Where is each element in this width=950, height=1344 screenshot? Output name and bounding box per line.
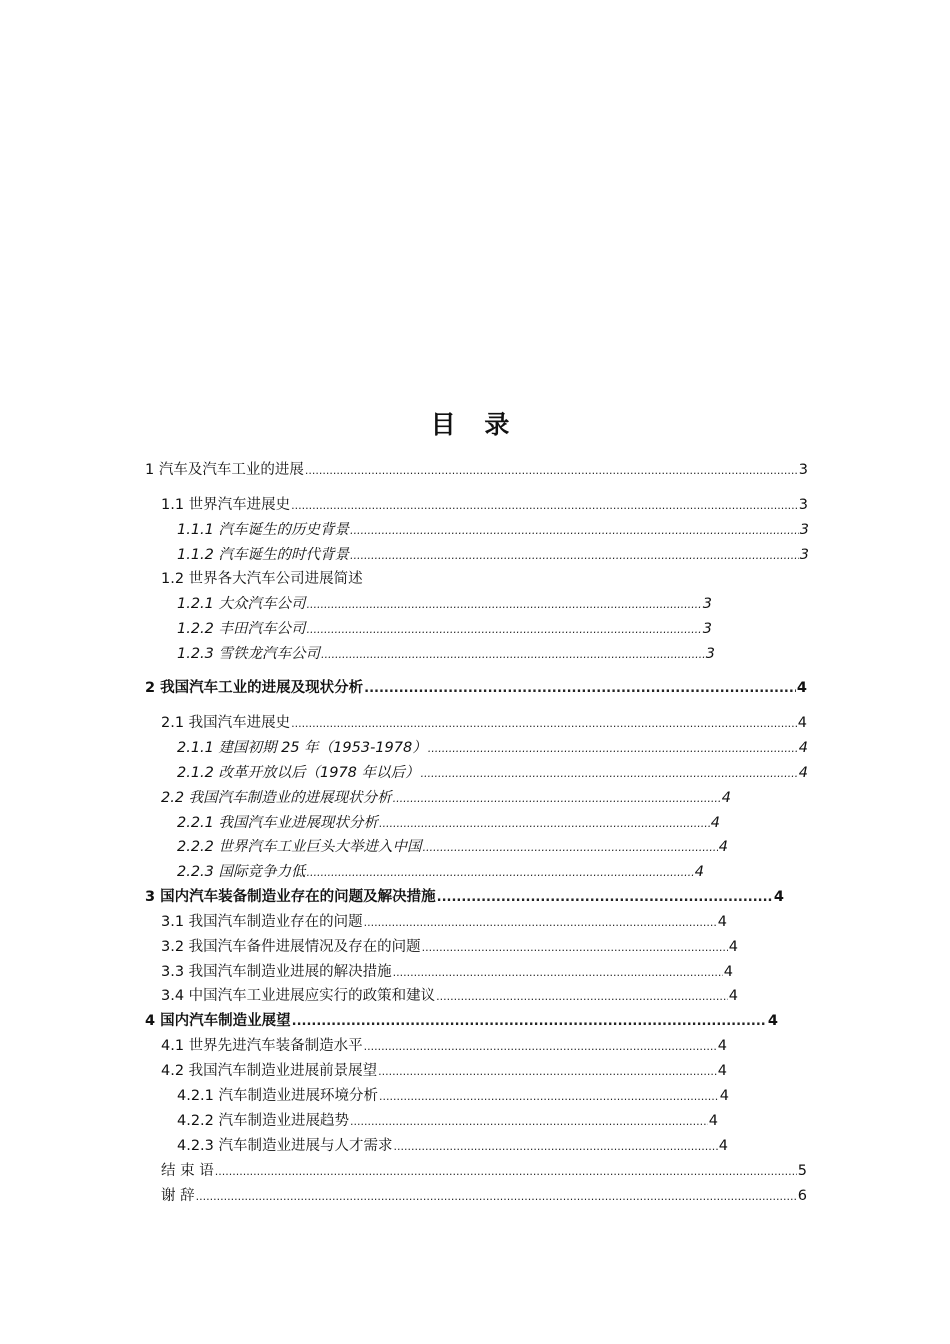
toc-entry-label: 4 国内汽车制造业展望: [145, 1013, 291, 1029]
toc-entry-label: 谢 辞: [161, 1188, 195, 1204]
toc-entry[interactable]: [161, 985, 738, 1007]
toc-entry-label: 1.2 世界各大汽车公司进展简述: [161, 571, 363, 587]
toc-entry-label: 2.2 我国汽车制造业的进展现状分析: [161, 790, 392, 806]
toc-entry-label: 4.2.3 汽车制造业进展与人才需求: [177, 1138, 393, 1154]
toc-entry[interactable]: [177, 1110, 718, 1132]
toc-entry-page: 4: [767, 1013, 778, 1029]
toc-entry-page: 3: [702, 621, 712, 637]
toc-entry-label: 4.1 世界先进汽车装备制造水平: [161, 1038, 363, 1054]
toc-entry[interactable]: [177, 1135, 728, 1157]
leader-dots: [428, 738, 798, 760]
toc-entry[interactable]: [177, 618, 712, 640]
toc-entry-label: 2.2.2 世界汽车工业巨头大举进入中国: [177, 839, 422, 855]
toc-entry-label: 3.2 我国汽车备件进展情况及存在的问题: [161, 939, 421, 955]
leader-dots: [379, 813, 710, 835]
leader-dots: [307, 594, 702, 616]
toc-entry-label: 4.2 我国汽车制造业进展前景展望: [161, 1063, 378, 1079]
toc-entry[interactable]: [161, 1185, 807, 1207]
toc-entry[interactable]: [161, 961, 733, 983]
toc-entry-page: 4: [717, 1038, 727, 1054]
toc-entry-label: 1.1.2 汽车诞生的时代背景: [177, 547, 350, 563]
toc-entry-label: 1 汽车及汽车工业的进展: [145, 462, 304, 478]
toc-entry-label: 3.4 中国汽车工业进展应实行的政策和建议: [161, 988, 436, 1004]
toc-entry-page: 4: [721, 790, 731, 806]
toc-entry-label: 1.1 世界汽车进展史: [161, 497, 291, 513]
toc-entry-page: 4: [717, 914, 727, 930]
toc-entry-label: 3.1 我国汽车制造业存在的问题: [161, 914, 363, 930]
toc-entry[interactable]: [177, 812, 720, 834]
leader-dots: [421, 763, 798, 785]
toc-entry[interactable]: [177, 519, 809, 541]
toc-entry-page: 4: [723, 964, 733, 980]
toc-entry[interactable]: [161, 911, 727, 933]
leader-dots: [364, 678, 796, 700]
toc-entry[interactable]: [177, 737, 808, 759]
toc-entry-page: 4: [798, 765, 808, 781]
leader-dots: [393, 962, 723, 984]
toc-entry[interactable]: [177, 1085, 729, 1107]
toc-entry-label: 4.2.2 汽车制造业进展趋势: [177, 1113, 350, 1129]
leader-dots: [350, 545, 799, 567]
leader-dots: [291, 495, 798, 517]
leader-dots: [436, 986, 728, 1008]
toc-entry-page: 4: [728, 939, 738, 955]
leader-dots: [364, 1036, 717, 1058]
toc-entry-label: 3.3 我国汽车制造业进展的解决措施: [161, 964, 392, 980]
toc-entry[interactable]: [145, 1010, 778, 1032]
toc-entry-page: 4: [796, 680, 807, 696]
leader-dots: [350, 1111, 708, 1133]
toc-entry[interactable]: [161, 1035, 727, 1057]
leader-dots: [422, 937, 728, 959]
leader-dots: [305, 460, 798, 482]
toc-entry-page: 3: [702, 596, 712, 612]
toc-entry-page: 4: [798, 740, 808, 756]
toc-entry-page: 3: [798, 497, 808, 513]
toc-entry-page: 4: [710, 815, 720, 831]
leader-dots: [423, 837, 718, 859]
toc-entry-page: 4: [718, 1138, 728, 1154]
toc-entry-label: 2.2.1 我国汽车业进展现状分析: [177, 815, 379, 831]
toc-entry-page: 6: [797, 1188, 807, 1204]
toc-entry-page: 4: [773, 889, 784, 905]
toc-entry-label: 4.2.1 汽车制造业进展环境分析: [177, 1088, 379, 1104]
leader-dots: [378, 1061, 717, 1083]
toc-entry-label: 3 国内汽车装备制造业存在的问题及解决措施: [145, 889, 436, 905]
leader-dots: [321, 644, 705, 666]
toc-entry[interactable]: [161, 1060, 727, 1082]
toc-entry-page: 4: [797, 715, 807, 731]
toc-entry[interactable]: [161, 1160, 807, 1182]
toc-entry-page: 4: [728, 988, 738, 1004]
toc-entry-page: 4: [719, 1088, 729, 1104]
toc-entry-label: 1.2.1 大众汽车公司: [177, 596, 306, 612]
toc-entry[interactable]: [145, 886, 784, 908]
toc-entry-page: 4: [718, 839, 728, 855]
toc-entry[interactable]: [161, 936, 738, 958]
toc-entry-label: 1.1.1 汽车诞生的历史背景: [177, 522, 350, 538]
toc-entry[interactable]: [177, 643, 715, 665]
toc-entry-label: 2.2.3 国际竞争力低: [177, 864, 306, 880]
leader-dots: [215, 1161, 797, 1183]
toc-entry-page: 4: [694, 864, 704, 880]
toc-entry[interactable]: [177, 861, 704, 883]
toc-entry-page: 3: [799, 547, 809, 563]
toc-entry-page: 3: [705, 646, 715, 662]
toc-entry[interactable]: [177, 593, 712, 615]
toc-entry-page: 3: [798, 462, 808, 478]
leader-dots: [291, 713, 797, 735]
toc-entry[interactable]: [177, 836, 728, 858]
toc-entry[interactable]: [145, 459, 808, 481]
toc-entry-label: 2.1 我国汽车进展史: [161, 715, 291, 731]
toc-entry-label: 1.2.2 丰田汽车公司: [177, 621, 306, 637]
leader-dots: [307, 619, 702, 641]
leader-dots: [379, 1086, 719, 1108]
toc-entry-label: 2 我国汽车工业的进展及现状分析: [145, 680, 364, 696]
toc-entry[interactable]: [145, 677, 807, 699]
toc-entry-page: 5: [797, 1163, 807, 1179]
leader-dots: [350, 520, 799, 542]
toc-entry-label: 1.2.3 雪铁龙汽车公司: [177, 646, 321, 662]
leader-dots: [394, 1136, 718, 1158]
toc-entry-page: 3: [799, 522, 809, 538]
toc-entry[interactable]: [161, 787, 731, 809]
toc-entry-label: 2.1.2 改革开放以后（1978 年以后）: [177, 765, 420, 781]
toc-entry[interactable]: [177, 544, 809, 566]
leader-dots: [292, 1011, 767, 1033]
toc-entry[interactable]: [161, 494, 808, 516]
toc-entry-label: 结 束 语: [161, 1163, 214, 1179]
toc-entry-label: 2.1.1 建国初期 25 年（1953-1978）: [177, 740, 427, 756]
page-title: 目 录: [430, 410, 520, 439]
toc-entry-page: 4: [708, 1113, 718, 1129]
leader-dots: [196, 1186, 797, 1208]
toc-entry-page: 4: [717, 1063, 727, 1079]
toc-entry[interactable]: [161, 568, 421, 590]
leader-dots: [393, 788, 721, 810]
toc-entry[interactable]: [161, 712, 807, 734]
toc-entry[interactable]: [177, 762, 808, 784]
leader-dots: [364, 912, 717, 934]
leader-dots: [307, 862, 694, 884]
leader-dots: [437, 887, 773, 909]
